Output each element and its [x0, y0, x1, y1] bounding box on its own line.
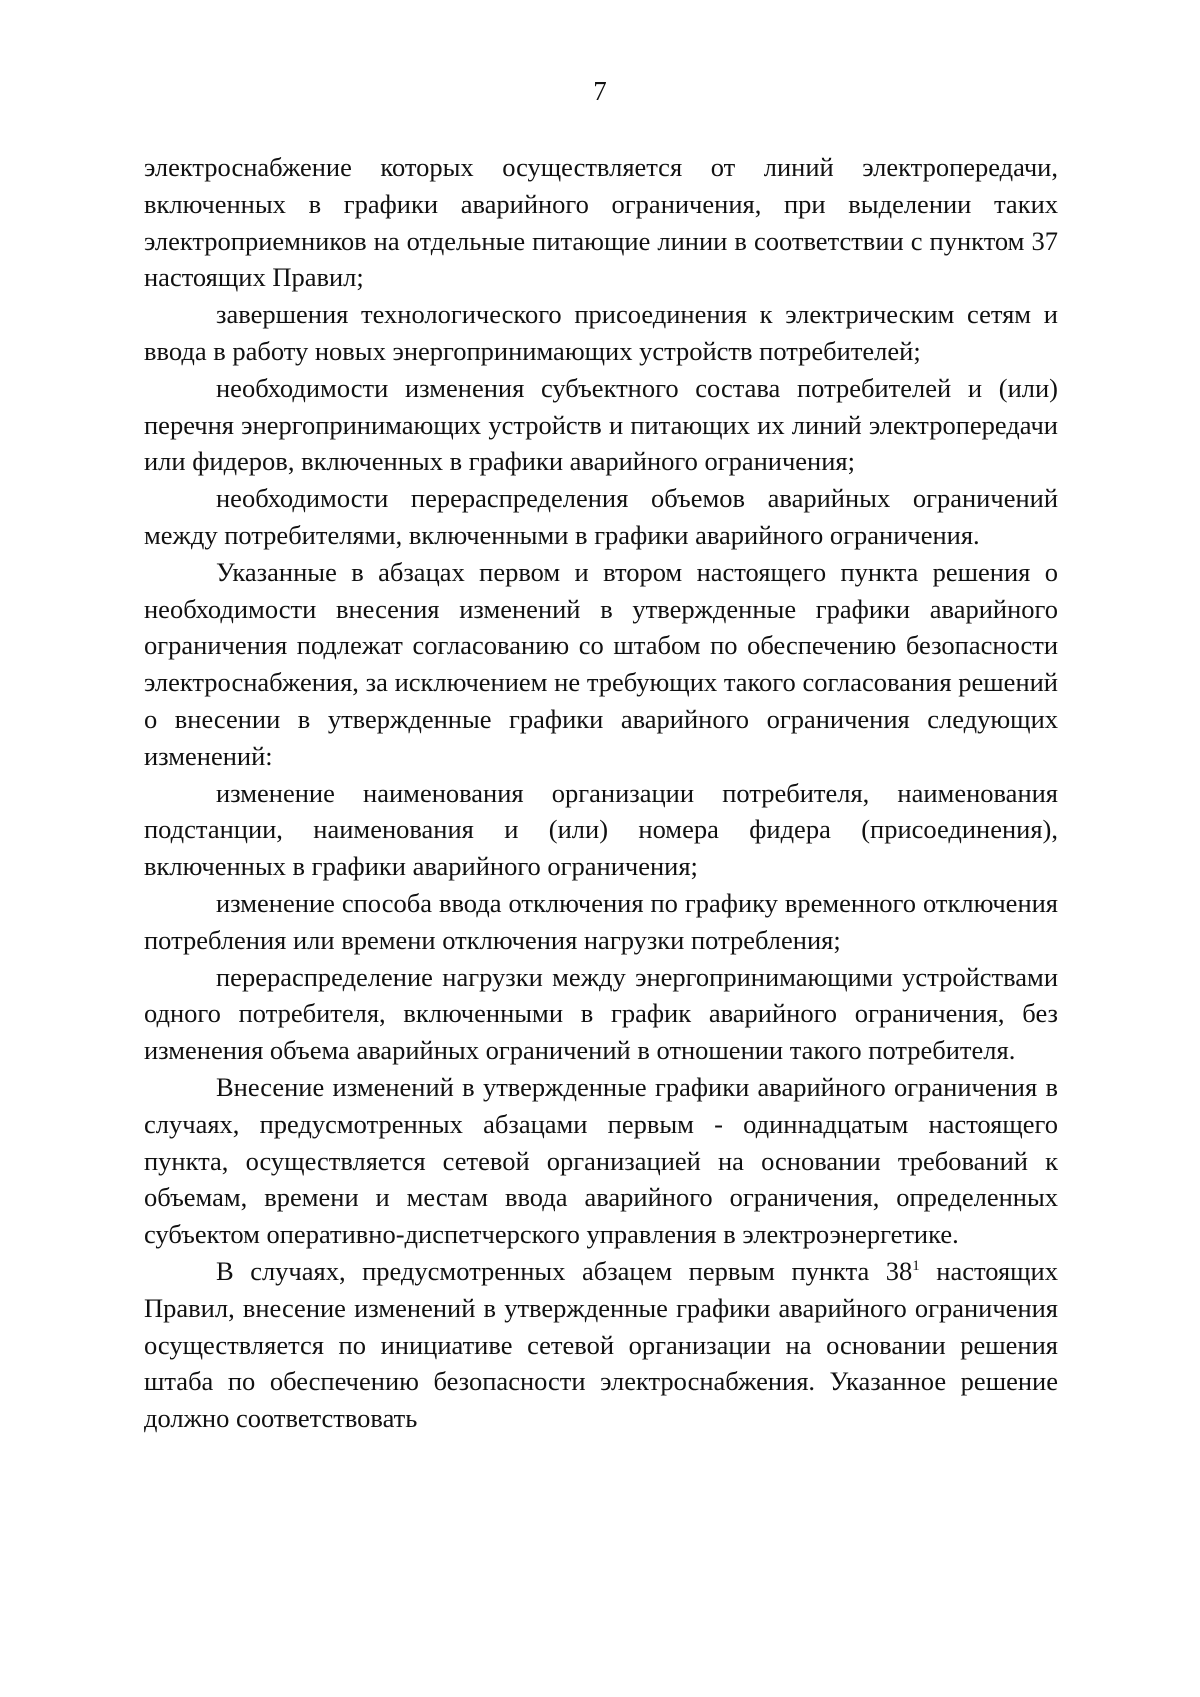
- paragraph: Указанные в абзацах первом и втором настоящего пункта решения о необходимости внесения изменений в утвержденные графики аварийного ограничения подлежат согласованию со штабом по обеспечению безопасности электроснабжения, за исключением не требующих такого согласования решений о внесении в утвержденные графики аварийного ограничения следующих изменений:: [144, 556, 1058, 771]
- paragraph-last: [144, 1253, 1058, 1437]
- paragraph-item: завершения технологического присоединения к электрическим сетям и ввода в работу новых энергопринимающих устройств потребителей;: [144, 299, 1058, 366]
- paragraph-continuation: электроснабжение которых осуществляется от линий электропередачи, включенных в графики аварийного ограничения, при выделении таких электроприемников на отдельные питающие линии в соответствии с пунктом 37 настоящих Правил;: [144, 152, 1058, 293]
- paragraph-item: изменение наименования организации потребителя, наименования подстанции, наименования и (или) номера фидера (присоединения), включенных в графики аварийного ограничения;: [144, 777, 1058, 882]
- page-number: 7: [593, 76, 607, 106]
- paragraph-last-end: настоящих Правил, внесение изменений в утвержденные графики аварийного ограничения осуществляется по инициативе сетевой организации на основании решения штаба по обеспечению безопасности электроснабжения. Указанное решение должно соответствовать: [144, 1255, 1058, 1434]
- paragraph-last-start: В случаях, предусмотренных абзацем первым пункта 38: [216, 1255, 913, 1286]
- paragraph-item: необходимости изменения субъектного состава потребителей и (или) перечня энергопринимающих устройств и питающих их линий электропередачи или фидеров, включенных в графики аварийного ограничения;: [144, 372, 1058, 477]
- superscript-one: 1: [912, 1258, 920, 1275]
- document-body: [144, 149, 1058, 1437]
- paragraph-item: необходимости перераспределения объемов аварийных ограничений между потребителями, включенными в графики аварийного ограничения.: [144, 483, 1058, 550]
- paragraph-item: перераспределение нагрузки между энергопринимающими устройствами одного потребителя, включенными в график аварийного ограничения, без изменения объема аварийных ограничений в отношении такого потребителя.: [144, 961, 1058, 1066]
- paragraph: Внесение изменений в утвержденные графики аварийного ограничения в случаях, предусмотренных абзацами первым - одиннадцатым настоящего пункта, осуществляется сетевой организацией на основании требований к объемам, времени и местам ввода аварийного ограничения, определенных субъектом оперативно-диспетчерского управления в электроэнергетике.: [144, 1071, 1058, 1250]
- paragraph-item: изменение способа ввода отключения по графику временного отключения потребления или времени отключения нагрузки потребления;: [144, 887, 1058, 955]
